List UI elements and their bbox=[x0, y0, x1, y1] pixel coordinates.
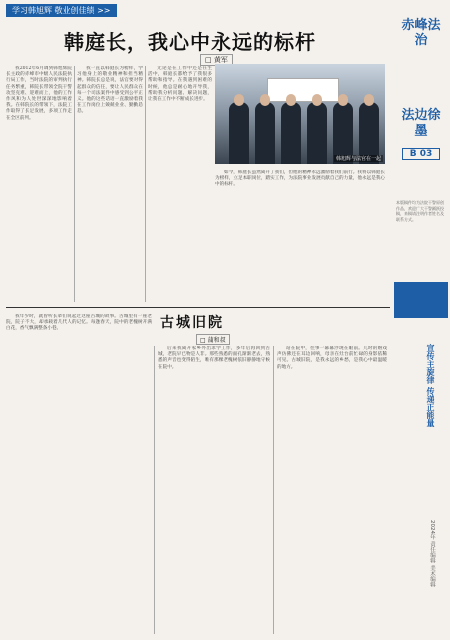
sidebar-slogan: 宣传主旋律 传递正能量 bbox=[426, 343, 436, 427]
photo-background-sign bbox=[267, 78, 339, 102]
column-divider bbox=[273, 346, 274, 634]
article1-photo bbox=[215, 64, 385, 164]
section-title: 法边徐墨 bbox=[401, 108, 441, 139]
article2-column-3: 站在院中，往事一幕幕浮现在眼前。儿时的嬉戏声仿佛还在耳边回响，母亲在灶台前忙碌的身影依稀可见。古城旧院，是我永远的乡愁，是我心中最温暖的地方。 bbox=[277, 346, 387, 370]
article2-byline: □ 蒲和叔 bbox=[196, 334, 230, 345]
article2-headline: 古城旧院 bbox=[160, 315, 224, 331]
article1-column-4: 如今，韩庭长虽然离开了我们，但他的精神永远激励着我们前行。我将以韩庭长为榜样，立足本职岗位，踏实工作，为法院事业发展贡献自己的力量，他永远是我心中的标杆。 bbox=[215, 170, 385, 188]
sidebar bbox=[392, 0, 450, 640]
photo-person bbox=[281, 102, 301, 164]
photo-caption: 韩旭辉与法官在一起 bbox=[335, 156, 381, 162]
photo-person bbox=[255, 102, 275, 164]
kicker-banner: 学习韩旭辉 敬业创佳绩 >> bbox=[6, 4, 117, 17]
article2-column-2: 后来我离开家乡外出求学工作，多年后再回到古城，老院早已物是人非。那些熟悉的面孔渐渐老去，熟悉的声音也变得陌生，唯有那棵老槐树依旧静静地守候在院中。 bbox=[158, 346, 270, 370]
sidebar-banner bbox=[394, 282, 448, 318]
column-divider bbox=[154, 346, 155, 634]
photo-person bbox=[307, 102, 327, 164]
article2-column-1: 我年少时，就曾听长辈们说起过这座古城的故事。古城里有一座老院，院子不大，却承载着几代人的记忆。每逢春天，院中的老槐树开满白花，香气飘满整条小巷。 bbox=[6, 314, 152, 332]
column-divider bbox=[74, 66, 75, 302]
page-code: B 03 bbox=[402, 148, 440, 160]
masthead-logo: 赤峰法治 bbox=[401, 18, 441, 48]
sidebar-meta: 2024年 责任编辑 美术编辑 bbox=[429, 520, 435, 587]
article1-column-3: 无论是在工作中还是在生活中，韩庭长都给予了我很多帮助和指导。在我遇到困难的时候，他总是耐心地开导我，帮助我分析问题、解决问题，让我在工作中不断成长进步。 bbox=[148, 66, 212, 103]
article1-headline: 韩庭长，我心中永远的标杆 bbox=[64, 30, 316, 54]
photo-person bbox=[229, 102, 249, 164]
article1-column-2: 我一直以韩庭长为榜样，学习他身上的敬业精神和担当精神。韩院长总是说，法官要对得起群众的信任，要让人民群众在每一个司法案件中感受到公平正义。他的这些话语一直激励着我在工作岗位上兢兢业业、勤勤恳恳。 bbox=[77, 66, 143, 115]
sidebar-note: 本版稿件均为法院干警原创作品，欢迎广大干警踊跃投稿，来稿请注明作者姓名及联系方式。 bbox=[396, 200, 444, 222]
section-divider bbox=[6, 307, 390, 308]
article1-byline: □ 黄军 bbox=[200, 54, 233, 66]
article1-column-1: 我2012年6月调到韩旭辉院长主政的赤峰市中级人民法院执行局工作，当时法院的审判执行任务繁重，韩院长带领全院干警攻坚克难、迎难而上，他的工作作风和为人处世深深地影响着我。在韩院长的带领下，法院工作取得了长足发展，多项工作走在全区前列。 bbox=[6, 66, 72, 121]
column-divider bbox=[145, 66, 146, 302]
